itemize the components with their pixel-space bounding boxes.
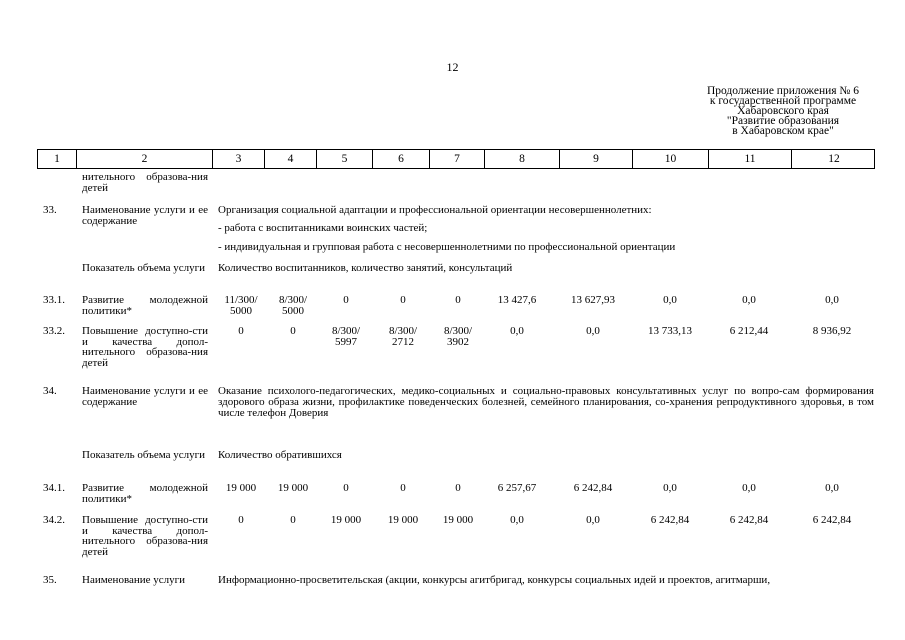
value-cell: 8/300/ 5000: [278, 294, 308, 317]
value-cell: 0,0: [586, 325, 600, 337]
value-cell: 11/300/ 5000: [224, 294, 258, 317]
appendix-line: Продолжение приложения № 6: [706, 85, 860, 97]
value-cell: 0: [343, 482, 349, 494]
row-number: 35.: [43, 574, 57, 586]
value-cell: 0,0: [742, 294, 756, 306]
appendix-line: Хабаровского края: [737, 105, 829, 117]
value-cell: 19 000: [277, 482, 309, 494]
column-header: 2: [77, 150, 213, 168]
row-number: 33.2.: [43, 325, 65, 337]
service-content-line: - индивидуальная и групповая работа с несовершеннолетними по профессиональной ориентации: [218, 241, 676, 253]
row-number: 34.2.: [43, 514, 65, 526]
volume-indicator-label: Показатель объема услуги: [82, 449, 206, 461]
value-cell: 0,0: [825, 482, 839, 494]
value-cell: 0: [238, 325, 244, 337]
value-cell: 8 936,92: [812, 325, 852, 337]
value-cell: 8/300/ 2712: [388, 325, 418, 348]
program-name: Развитие молодежной политики*: [82, 482, 208, 505]
column-header: 1: [38, 150, 77, 168]
value-cell: 0: [400, 482, 406, 494]
value-cell: 19 000: [442, 514, 474, 526]
value-cell: 6 242,84: [729, 514, 769, 526]
value-cell: 0,0: [663, 482, 677, 494]
row-number: 33.1.: [43, 294, 65, 306]
value-cell: 0,0: [510, 325, 524, 337]
column-header: 4: [265, 150, 317, 168]
value-cell: 8/300/ 3902: [443, 325, 473, 348]
program-name: Развитие молодежной политики*: [82, 294, 208, 317]
appendix-line: "Развитие образования: [726, 115, 840, 127]
row-number: 34.1.: [43, 482, 65, 494]
value-cell: 13 733,13: [648, 325, 692, 337]
column-header: 9: [560, 150, 633, 168]
appendix-caption: [680, 86, 886, 136]
value-cell: 13 627,93: [571, 294, 615, 306]
column-header: 3: [213, 150, 265, 168]
value-cell: 6 257,67: [497, 482, 537, 494]
value-cell: 6 242,84: [812, 514, 852, 526]
volume-indicator-label: Показатель объема услуги: [82, 262, 206, 274]
value-cell: 19 000: [330, 514, 362, 526]
value-cell: 0: [455, 294, 461, 306]
column-header-row: [37, 149, 875, 169]
value-cell: 0,0: [742, 482, 756, 494]
service-name: Наименование услуги и ее содержание: [82, 204, 208, 227]
service-content: Оказание психолого-педагогических, медико-социальных и социально-правовых консультативных услуг по вопро-сам формирования здорового образа жизни, профилактике поведенческих болезней, семейного планирования, со-хранения репродуктивного здоровья, в том числе телефон Доверия: [218, 385, 874, 419]
service-content-line: Организация социальной адаптации и профессиональной ориентации несовершеннолетних:: [218, 204, 652, 216]
volume-indicator-text: Количество воспитанников, количество занятий, консультаций: [218, 262, 513, 274]
value-cell: 0: [238, 514, 244, 526]
service-name: Наименование услуги: [82, 574, 186, 586]
service-name: нительного образова-ния детей: [82, 171, 208, 194]
value-cell: 0: [455, 482, 461, 494]
value-cell: 6 212,44: [729, 325, 769, 337]
value-cell: 0: [400, 294, 406, 306]
appendix-line: в Хабаровском крае": [732, 125, 834, 137]
service-content-line: - работа с воспитанниками воинских частей;: [218, 222, 428, 234]
volume-indicator-text: Количество обратившихся: [218, 449, 342, 461]
column-header: 5: [317, 150, 373, 168]
value-cell: 0: [290, 325, 296, 337]
row-number: 34.: [43, 385, 57, 397]
program-name: Повышение доступно-сти и качества допол-нительного образова-ния детей: [82, 514, 208, 558]
value-cell: 6 242,84: [573, 482, 613, 494]
value-cell: 19 000: [225, 482, 257, 494]
value-cell: 0,0: [586, 514, 600, 526]
value-cell: 8/300/ 5997: [331, 325, 361, 348]
appendix-line: к государственной программе: [709, 95, 857, 107]
value-cell: 0: [343, 294, 349, 306]
program-name: Повышение доступно-сти и качества допол-нительного образова-ния детей: [82, 325, 208, 369]
value-cell: 19 000: [387, 514, 419, 526]
page-number: 12: [446, 60, 459, 74]
value-cell: 0,0: [825, 294, 839, 306]
service-content: Информационно-просветительская (акции, конкурсы агитбригад, конкурсы социальных идей и проектов, агитмарши,: [218, 574, 771, 586]
value-cell: 6 242,84: [650, 514, 690, 526]
column-header: 7: [430, 150, 485, 168]
column-header: 10: [633, 150, 709, 168]
row-number: 33.: [43, 204, 57, 216]
value-cell: 0,0: [510, 514, 524, 526]
value-cell: 13 427,6: [497, 294, 537, 306]
column-header: 6: [373, 150, 430, 168]
service-name: Наименование услуги и ее содержание: [82, 385, 208, 408]
value-cell: 0: [290, 514, 296, 526]
column-header: 11: [709, 150, 792, 168]
column-header: 12: [828, 153, 840, 165]
value-cell: 0,0: [663, 294, 677, 306]
column-header: 8: [485, 150, 560, 168]
